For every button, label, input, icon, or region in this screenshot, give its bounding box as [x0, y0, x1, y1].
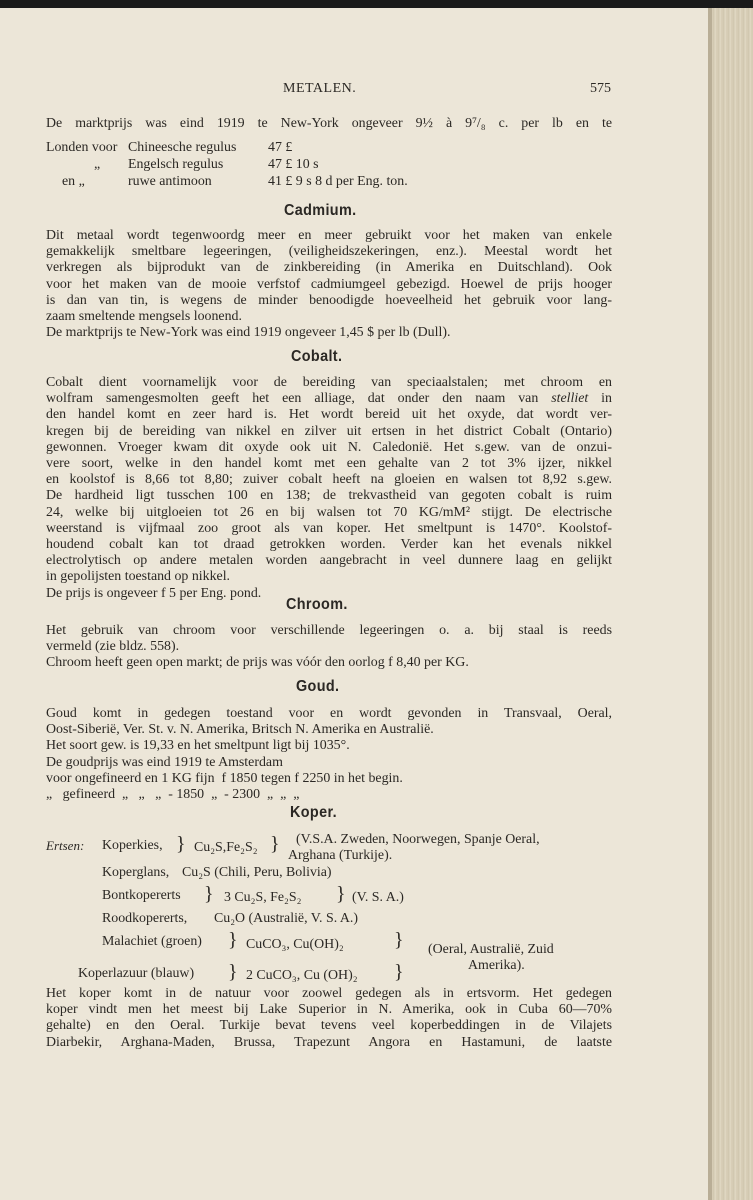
price-row-name: Engelsch regulus — [128, 157, 224, 172]
ore-origin: Arghana (Turkije). — [288, 848, 393, 863]
brace-icon: } — [228, 961, 238, 983]
ore-formula: Cu₂S (Chili, Peru, Bolivia) — [182, 865, 332, 880]
goud-paragraph — [46, 706, 612, 803]
price-row-prefix: „ — [94, 157, 101, 172]
text-line: verkregen als bijprodukt van de zinkbereiding (in Amerika en Duitschland). Ook — [46, 260, 612, 276]
section-heading-cobalt: Cobalt. — [291, 348, 343, 365]
text-line: Het gebruik van chroom voor verschillende legeeringen o. a. bij staal is reeds — [46, 623, 612, 638]
intro-market-paragraph — [46, 116, 612, 132]
koper-paragraph — [46, 986, 612, 1051]
page-number: 575 — [590, 81, 611, 96]
brace-icon: } — [204, 883, 214, 905]
price-row-value: 47 £ — [268, 140, 293, 155]
text-fragment: wolfram samengesmolten geeft het een alliage, dat onder den naam van — [46, 391, 552, 407]
text-line: gehalte) en den Oeral. Turkije bevat tevens veel koperbeddingen in de Vilajets — [46, 1018, 612, 1034]
text-line: gemakkelijk smeltbare legeeringen, (veiligheidszekeringen, enz.). Meestal wordt het — [46, 244, 612, 260]
price-row-value: 47 £ 10 s — [268, 157, 319, 172]
ore-name: Malachiet (groen) — [102, 934, 202, 949]
text-line: voor ongefineerd en 1 KG fijn f 1850 tegen f 2250 in het begin. — [46, 770, 403, 786]
text-line: voor het maken van de mooie verfstof cadmiumgeel gebezigd. Hoewel de prijs hooger — [46, 276, 612, 292]
ore-name: Koperlazuur (blauw) — [78, 966, 195, 981]
ore-formula: Cu₂S,Fe₂S₂ — [194, 840, 258, 855]
text-line-stelliet — [46, 391, 612, 407]
section-heading-chroom: Chroom. — [286, 596, 348, 613]
text-line: Dit metaal wordt tegenwoordg meer en meer gebruikt voor het maken van enkele — [46, 228, 612, 243]
running-title: METALEN. — [283, 81, 357, 96]
text-line: Chroom heeft geen open markt; de prijs was vóór den oorlog f 8,40 per KG. — [46, 655, 469, 671]
price-row-prefix: en „ — [62, 174, 85, 189]
text-line: en koolstof is 8,66 tot 8,80; zuiver cobalt heeft na gloeien en walsen tot 8,92 s.gew. — [46, 472, 612, 488]
text-line: Cobalt dient voornamelijk voor de bereiding van speciaalstalen; met chroom en — [46, 375, 612, 390]
ore-formula: 2 CuCO₃, Cu (OH)₂ — [246, 968, 358, 983]
text-line: zaam smeltende mengsels loonend. — [46, 309, 242, 325]
section-heading-koper: Koper. — [290, 804, 337, 821]
text-line: De marktprijs was eind 1919 te New-York ongeveer 9½ à 9⁷/₈ c. per lb en te — [46, 116, 612, 131]
text-line: Het koper komt in de natuur voor zoowel gedegen als in ertsvorm. Het gedegen — [46, 986, 612, 1001]
shared-origin: Amerika). — [468, 958, 525, 973]
ore-name: Roodkopererts, — [102, 911, 188, 926]
book-page — [0, 8, 712, 1200]
text-line: „ gefineerd „ „ „ - 1850 „ - 2300 „ „ „ — [46, 787, 300, 803]
price-row-value: 41 £ 9 s 8 d per Eng. ton. — [268, 174, 408, 189]
text-line: den handel komt en zeer hard is. Het wordt bereid uit het oxyde, dat wordt ver- — [46, 407, 612, 423]
text-line: 24, welke bij uitgloeien tot 26 en bij walsen tot 70 KG/mM² stijgt. De electrische — [46, 504, 612, 520]
ore-name: Bontkopererts — [102, 888, 181, 903]
ore-formula: Cu₂O (Australië, V. S. A.) — [214, 911, 359, 926]
section-heading-cadmium: Cadmium. — [284, 202, 357, 219]
text-line: in gepolijsten toestand op nikkel. — [46, 569, 231, 585]
page-edges — [712, 8, 753, 1200]
ore-name: Koperglans, — [102, 865, 170, 880]
ore-origin: (V.S.A. Zweden, Noorwegen, Spanje Oeral, — [296, 832, 540, 847]
text-line: Diarbekir, Arghana-Maden, Brussa, Trapezunt Angora en Hastamuni, de laatste — [46, 1034, 612, 1050]
text-line: Oost-Siberië, Ver. St. v. N. Amerika, Britsch N. Amerika en Australië. — [46, 722, 434, 738]
text-line: is dan van tin, is wegens de minder benoodigde hoeveelheid het gebruik voor lang- — [46, 292, 612, 308]
brace-icon: } — [336, 883, 346, 905]
text-line: koper vindt men het meest bij Lake Superior in N. Amerika, ook in Cuba 60—70% — [46, 1002, 612, 1018]
text-line: vermeld (zie bldz. 558). — [46, 639, 180, 655]
brace-icon: } — [394, 961, 404, 983]
brace-icon: } — [228, 929, 238, 951]
section-heading-goud: Goud. — [296, 678, 340, 695]
text-line: Goud komt in gedegen toestand voor en wordt gevonden in Transvaal, Oeral, — [46, 706, 612, 721]
text-line: De hardheid ligt tusschen 100 en 138; de trekvastheid van gegoten cobalt is ruim — [46, 488, 612, 504]
text-line: De marktprijs te New-York was eind 1919 ongeveer 1,45 $ per lb (Dull). — [46, 325, 451, 341]
brace-icon: } — [176, 833, 186, 855]
text-line: De prijs is ongeveer f 5 per Eng. pond. — [46, 585, 262, 601]
text-fragment: in — [588, 391, 612, 407]
text-line: gewonnen. Vroeger kwam dit oxyde ook uit N. Caledonië. Het s.gew. van de onzui- — [46, 439, 612, 455]
text-line: electrolytisch op andere metalen worden aangebracht in veel dunnere laag en gelijkt — [46, 553, 612, 569]
text-line: kregen bij de bereiding van nikkel en zilver uit ertsen in het district Cobalt (Ontario) — [46, 423, 612, 439]
price-row-name: Chineesche regulus — [128, 140, 237, 155]
ore-name: Koperkies, — [102, 838, 163, 853]
cobalt-paragraph — [46, 375, 612, 602]
ores-label: Ertsen: — [46, 838, 85, 853]
price-row-name: ruwe antimoon — [128, 174, 212, 189]
ore-formula: 3 Cu₂S, Fe₂S₂ — [224, 890, 302, 905]
text-line: weerstand is vijfmaal zoo groot als van koper. Het smeltpunt is 1470°. Koolstof- — [46, 520, 612, 536]
stelliet-term: stelliet — [551, 391, 589, 407]
text-line: vere soort, welke in den handel komt met een gehalte van 2 tot 3% ijzer, nikkel — [46, 456, 612, 472]
brace-icon: } — [270, 833, 280, 855]
brace-icon: } — [394, 929, 404, 951]
text-line: Het soort gew. is 19,33 en het smeltpunt ligt bij 1035°. — [46, 738, 350, 754]
ore-formula: CuCO₃, Cu(OH)₂ — [246, 937, 344, 952]
shared-origin: (Oeral, Australië, Zuid — [428, 942, 554, 957]
cadmium-paragraph — [46, 228, 612, 341]
price-row-prefix: Londen voor — [46, 140, 118, 155]
text-line: De goudprijs was eind 1919 te Amsterdam — [46, 754, 283, 770]
chroom-paragraph — [46, 623, 612, 672]
ore-origin: (V. S. A.) — [352, 890, 404, 905]
text-line: houdend cobalt kan tot draad getrokken worden. Verder kan het evenals nikkel — [46, 537, 612, 553]
